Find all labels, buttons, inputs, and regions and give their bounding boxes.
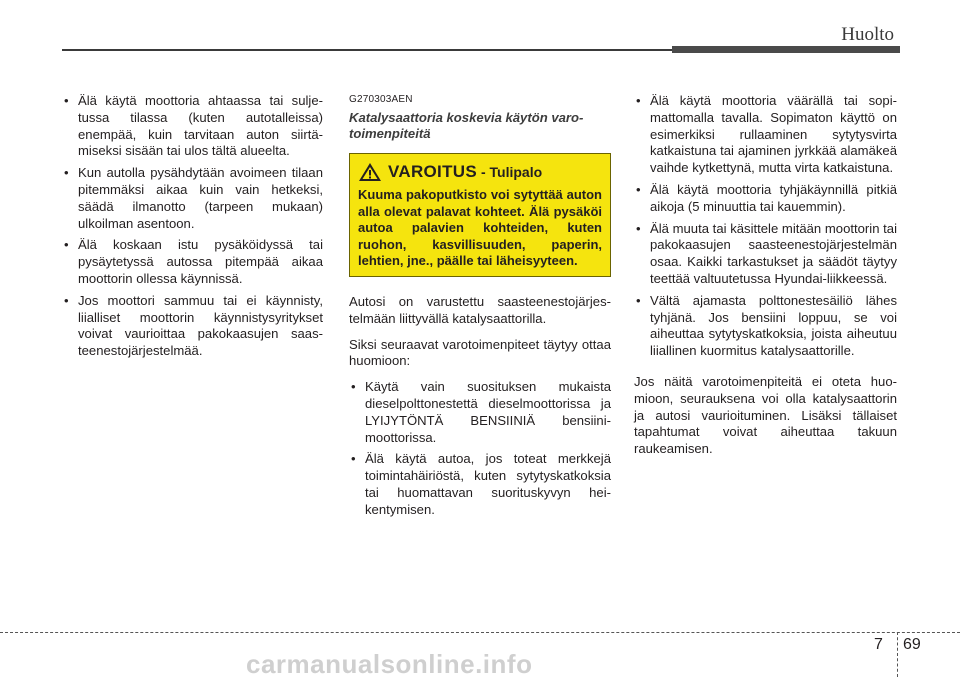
warning-box xyxy=(349,153,611,277)
warning-triangle-icon xyxy=(358,162,382,182)
middle-bullet-list xyxy=(349,379,611,518)
list-item: • Älä muuta tai käsittele mitään moottorin tai pakokaasujen saasteenestojärjestelmän osaa. Kaikki tarkastukset ja säädöt täytyy teettää valtuutetussa Hyundai-liikkeessä. xyxy=(634,221,897,288)
header-rule-accent xyxy=(672,46,900,53)
section-subtitle: Katalysaattoria koskevia käytön varotoimenpiteitä xyxy=(349,110,584,141)
list-item: • Älä koskaan istu pysäköidyssä tai pysäytetyssä autossa pitempää aikaa moottorin ollessa käynnissä. xyxy=(62,237,323,287)
warning-text: Kuuma pakoputkisto voi sytyttää auton alla olevat palavat kohteet. Älä pysäköi autoa palavien kohteiden, kuten ruohon, kasvillisuuden, paperin, lehtien, jne., päälle tai läheisyyteen. xyxy=(358,187,602,269)
chapter-number: 7 xyxy=(874,636,883,653)
left-column xyxy=(62,93,323,365)
footer-rule xyxy=(0,632,960,633)
paragraph: Siksi seuraavat varotoimenpiteet täytyy ottaa huomioon: xyxy=(349,336,611,369)
header-rule xyxy=(62,49,672,51)
list-item: • Jos moottori sammuu tai ei käynnisty, liialliset moottorin käynnistysyritykset voivat vaurioittaa pakokaasujen saasteenestojärjestelmää. xyxy=(62,293,323,360)
list-item: • Vältä ajamasta polttonestesäiliö lähes tyhjänä. Jos bensiini loppuu, se voi aiheuttaa sytytyskatkoksia, joista aiheutuu liiallinen kuormitus katalysaattorille. xyxy=(634,293,897,360)
watermark: carmanualsonline.info xyxy=(246,649,533,679)
list-item: • Älä käytä moottoria väärällä tai sopimattomalla tavalla. Sopimaton käyttö on esimerkiksi rullaaminen sytytysvirta katkaistuna tai ajaminen jyrkkää alamäkeä vaihde kytkettynä, mutta virta katkaistuna. xyxy=(634,93,897,177)
right-column xyxy=(634,93,897,467)
warning-header xyxy=(358,162,602,182)
paragraph: Autosi on varustettu saasteenestojärjestelmään liittyvällä katalysaattorilla. xyxy=(349,293,611,326)
left-bullet-list xyxy=(62,93,323,360)
page-number: 69 xyxy=(903,636,921,653)
section-title: Huolto xyxy=(841,24,894,45)
list-item: • Käytä vain suosituksen mukaista dieselpolttonestettä dieselmoottorissa ja LYIJYTÖNTÄ BENSIINIÄ bensiinimoottorissa. xyxy=(349,379,611,446)
list-item: • Kun autolla pysähdytään avoimeen tilaan pitemmäksi aikaa kuin vain hetkeksi, säädä ilmanotto (tarpeen mukaan) ulkoilman asentoon. xyxy=(62,165,323,232)
footer-divider xyxy=(897,632,898,677)
list-item: • Älä käytä autoa, jos toteat merkkejä toimintahäiriöstä, kuten sytytyskatkoksia tai huomattavan suorituskyvyn heikentymisen. xyxy=(349,451,611,518)
warning-subtitle: - Tulipalo xyxy=(480,163,543,180)
closing-paragraph: Jos näitä varotoimenpiteitä ei oteta huomioon, seurauksena voi olla katalysaattorin ja autosi vaurioituminen. Lisäksi tällaiset tapahtumat voivat aiheuttaa takuun raukeamisen. xyxy=(634,373,897,457)
right-bullet-list xyxy=(634,93,897,360)
middle-column xyxy=(349,93,611,524)
warning-label: VAROITUS xyxy=(388,161,477,181)
list-item: • Älä käytä moottoria ahtaassa tai suljetussa tilassa (kuten autotalleissa) enempää, kuin tarvitaan auton siirtämiseksi sisään tai ulos tältä alueelta. xyxy=(62,93,323,160)
list-item: • Älä käytä moottoria tyhjäkäynnillä pitkiä aikoja (5 minuuttia tai kauemmin). xyxy=(634,182,897,216)
section-code: G270303AEN xyxy=(349,94,413,105)
